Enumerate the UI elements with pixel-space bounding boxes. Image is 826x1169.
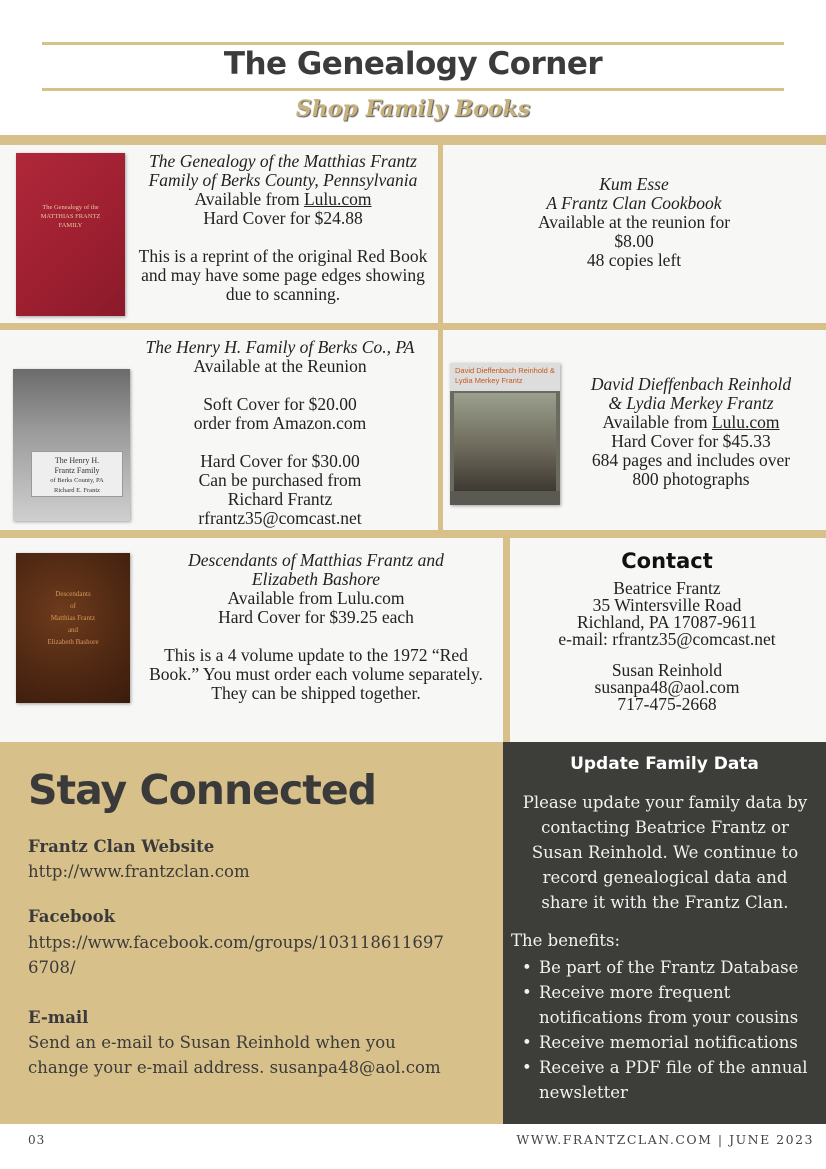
descendants-subtitle: Elizabeth Bashore — [251, 569, 381, 589]
henry-h-cover-line-4: Richard E. Frantz — [53, 487, 101, 494]
facebook-label: Facebook — [28, 907, 116, 926]
henry-h-hard-purchase: Can be purchased from — [198, 470, 362, 490]
reinhold-subtitle: & Lydia Merkey Frantz — [608, 393, 774, 413]
facebook-link[interactable] — [28, 930, 444, 980]
facebook-link-line-2[interactable]: 6708/ — [28, 958, 76, 977]
update-family-data-title: Update Family Data — [570, 754, 759, 774]
facebook-link-line-1[interactable]: https://www.facebook.com/groups/103118611697 — [28, 933, 444, 952]
henry-h-hard-cover: Hard Cover for $30.00 — [200, 451, 360, 471]
red-book-availability-prefix: Available from — [194, 189, 304, 209]
reinhold-cover-line-2: Lydia Merkey Frantz — [455, 376, 523, 385]
cookbook-subtitle: A Frantz Clan Cookbook — [546, 193, 722, 213]
descendants-cover-line-1: Descendants — [55, 590, 91, 598]
henry-h-title: The Henry H. Family of Berks Co., PA — [145, 337, 415, 357]
descendants-note: This is a 4 volume update to the 1972 “Red Book.” You must order each volume separately. They can be shipped together. — [149, 645, 483, 703]
henry-h-description — [130, 338, 430, 528]
red-book-price: Hard Cover for $24.88 — [203, 208, 363, 228]
benefit-item: • Receive a PDF file of the annual newsletter — [520, 1055, 820, 1105]
page-subtitle: Shop Family Books — [295, 96, 531, 122]
cookbook-description — [450, 175, 818, 270]
contact-email-1[interactable]: e-mail: rfrantz35@comcast.net — [558, 629, 776, 649]
contact-address-2: Richland, PA 17087-9611 — [576, 612, 758, 632]
contact-details — [508, 580, 826, 713]
contact-name-2: Susan Reinhold — [611, 660, 723, 680]
henry-h-seller-name: Richard Frantz — [227, 489, 333, 509]
email-instructions-line-1: Send an e-mail to Susan Reinhold when you — [28, 1033, 396, 1052]
reinhold-price: Hard Cover for $45.33 — [611, 431, 771, 451]
stay-connected-title: Stay Connected — [28, 766, 377, 814]
henry-h-soft-cover: Soft Cover for $20.00 — [203, 394, 357, 414]
benefit-item: • Receive more frequent notifications from your cousins — [520, 980, 820, 1030]
website-link[interactable]: http://www.frantzclan.com — [28, 862, 250, 881]
descendants-cover-text — [24, 588, 122, 648]
red-book-cover-text: The Genealogy of the MATTHIAS FRANTZ FAMILY — [40, 204, 101, 229]
descendants-availability: Available from Lulu.com — [227, 588, 405, 608]
reinhold-cover-photo — [454, 393, 556, 491]
descendants-description — [136, 551, 496, 703]
henry-h-soft-order: order from Amazon.com — [193, 413, 367, 433]
descendants-price: Hard Cover for $39.25 each — [218, 607, 414, 627]
red-book-note: This is a reprint of the original Red Book and may have some page edges showing due to scanning. — [138, 246, 428, 304]
benefit-item: • Be part of the Frantz Database — [520, 955, 820, 980]
benefits-list — [520, 955, 820, 1105]
reinhold-cover-line-1: David Dieffenbach Reinhold & — [455, 366, 555, 375]
henry-h-cover-line-1: The Henry H. — [54, 456, 100, 465]
reinhold-availability — [562, 413, 820, 432]
contact-heading: Contact — [621, 549, 713, 573]
contact-name-1: Beatrice Frantz — [613, 578, 721, 598]
website-label: Frantz Clan Website — [28, 837, 215, 856]
henry-h-cover-image — [13, 369, 130, 521]
henry-h-seller-email: rfrantz35@comcast.net — [198, 508, 362, 528]
title-rule — [42, 88, 784, 91]
benefits-label: The benefits: — [511, 931, 621, 950]
reinhold-availability-prefix: Available from — [602, 412, 712, 432]
footer-site-date: WWW.FRANTZCLAN.COM | JUNE 2023 — [516, 1132, 814, 1147]
reinhold-description — [562, 375, 820, 489]
cookbook-availability: Available at the reunion for — [537, 212, 731, 232]
henry-h-cover-line-3: of Berks County, PA — [50, 477, 104, 484]
henry-h-availability: Available at the Reunion — [193, 356, 367, 376]
email-instructions — [28, 1030, 441, 1080]
cookbook-price: $8.00 — [614, 231, 654, 251]
red-book-availability — [130, 190, 436, 209]
top-rule — [42, 42, 784, 45]
reinhold-cover-footer — [450, 491, 560, 505]
contact-phone-2: 717-475-2668 — [617, 694, 717, 714]
reinhold-cover-header — [450, 363, 560, 391]
descendants-cover-line-3: Matthias Frantz — [50, 614, 96, 622]
benefit-item: • Receive memorial notifications — [520, 1030, 820, 1055]
page-number: 03 — [28, 1133, 46, 1147]
red-book-lulu-link[interactable]: Lulu.com — [303, 189, 372, 209]
contact-address-1: 35 Wintersville Road — [592, 595, 742, 615]
red-book-description — [130, 152, 436, 304]
email-label: E-mail — [28, 1008, 89, 1027]
email-instructions-line-2: change your e-mail address. susanpa48@aol.com — [28, 1058, 441, 1077]
henry-h-cover-plate — [31, 451, 123, 497]
descendants-cover-line-5: Elizabeth Bashore — [47, 638, 99, 646]
reinhold-lulu-link[interactable]: Lulu.com — [711, 412, 780, 432]
descendants-cover-line-4: and — [67, 626, 79, 634]
descendants-cover-image — [16, 553, 130, 703]
henry-h-cover-line-2: Frantz Family — [54, 466, 100, 475]
update-family-data-paragraph: Please update your family data by contacting Beatrice Frantz or Susan Reinhold. We continue to record genealogical data and share it with the Frantz Clan. — [522, 793, 808, 912]
descendants-cover-line-2: of — [70, 602, 76, 610]
red-book-cover-image — [16, 153, 125, 316]
reinhold-photos: 800 photographs — [632, 469, 750, 489]
contact-email-2[interactable]: susanpa48@aol.com — [594, 677, 740, 697]
reinhold-pages: 684 pages and includes over — [591, 450, 791, 470]
descendants-title: Descendants of Matthias Frantz and — [188, 550, 444, 570]
red-book-title: The Genealogy of the Matthias Frantz Family of Berks County, Pennsylvania — [148, 151, 418, 190]
page-title: The Genealogy Corner — [223, 46, 603, 82]
cookbook-stock: 48 copies left — [586, 250, 682, 270]
cookbook-title: Kum Esse — [599, 174, 669, 194]
reinhold-title: David Dieffenbach Reinhold — [590, 374, 792, 394]
reinhold-cover-image — [450, 363, 560, 505]
